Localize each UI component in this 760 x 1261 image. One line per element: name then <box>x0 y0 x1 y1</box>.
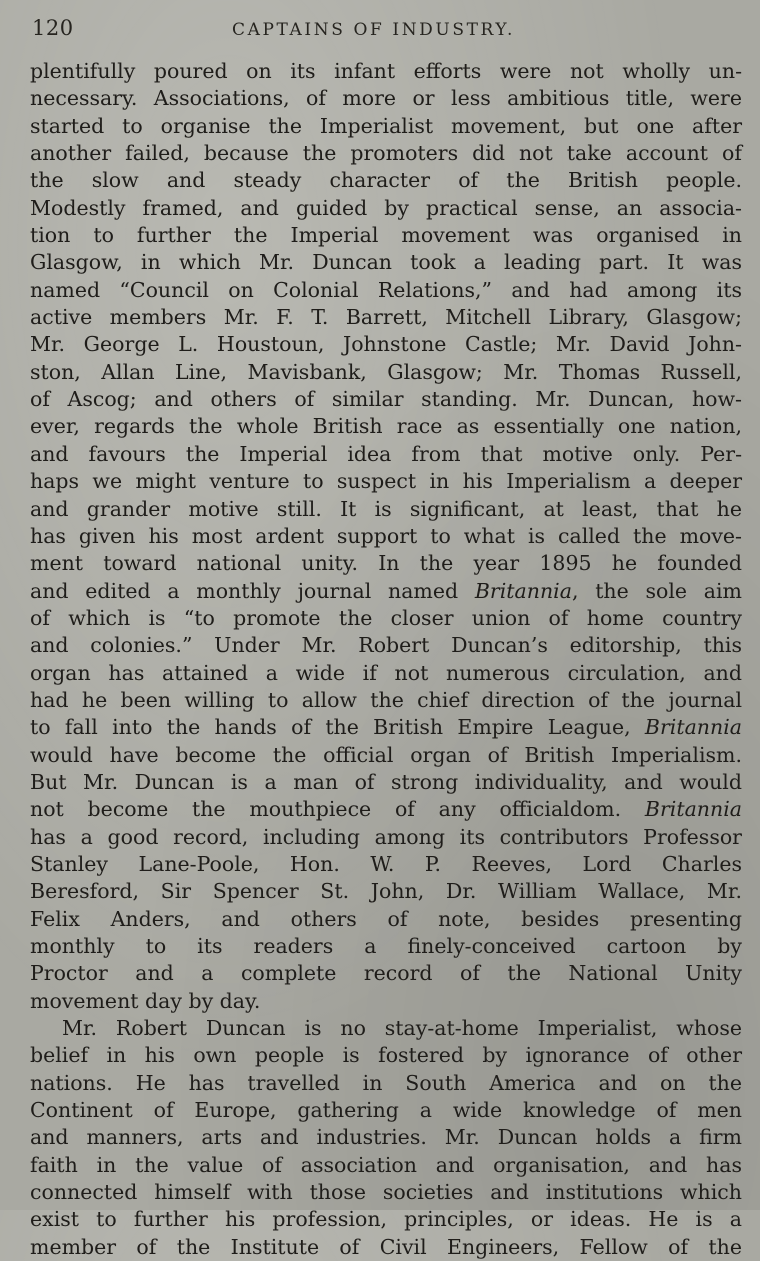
text-line <box>30 796 742 823</box>
text-line: necessary. Associations, of more or less ambitious title, were <box>30 86 742 111</box>
text-line: Mr. George L. Houstoun, Johnstone Castle; Mr. David John- <box>30 332 742 357</box>
text-line: faith in the value of association and organisation, and has <box>30 1152 742 1177</box>
text-line: started to organise the Imperialist movement, but one after <box>30 113 742 138</box>
text-line: and favours the Imperial idea from that motive only. Per- <box>30 441 742 466</box>
text-line: plentifully poured on its infant efforts were not wholly un- <box>30 59 742 83</box>
text-line <box>30 714 742 741</box>
running-head <box>32 6 752 46</box>
text-line: Continent of Europe, gathering a wide knowledge of men <box>30 1098 742 1123</box>
page-number: 120 <box>32 16 74 40</box>
text-segment: not become the mouthpiece of any officialdom. <box>30 797 645 822</box>
text-line: the slow and steady character of the British people. <box>30 168 742 193</box>
text-line: would have become the official organ of British Imperialism. <box>30 742 742 767</box>
text-line: movement day by day. <box>30 988 261 1013</box>
text-line: and grander motive still. It is significant, at least, that he <box>30 496 742 521</box>
text-line: Beresford, Sir Spencer St. John, Dr. William Wallace, Mr. <box>30 879 742 904</box>
text-line: But Mr. Duncan is a man of strong individuality, and would <box>30 769 742 794</box>
journal-title: Britannia <box>644 797 742 822</box>
text-line: ston, Allan Line, Mavisbank, Glasgow; Mr. Thomas Russell, <box>30 359 742 384</box>
text-line: Stanley Lane-Poole, Hon. W. P. Reeves, Lord Charles <box>30 851 742 876</box>
text-line: monthly to its readers a finely-conceived cartoon by <box>30 934 742 958</box>
text-line: ment toward national unity. In the year 1895 he founded <box>30 551 742 576</box>
running-title: CAPTAINS OF INDUSTRY. <box>232 20 516 40</box>
text-line: had he been willing to allow the chief direction of the journal <box>30 687 742 712</box>
text-line: member of the Institute of Civil Engineers, Fellow of the <box>30 1234 742 1259</box>
text-line: nations. He has travelled in South America and on the <box>30 1070 742 1095</box>
text-line: and colonies.” Under Mr. Robert Duncan’s editorship, this <box>30 633 742 658</box>
text-line: Felix Anders, and others of note, besides presenting <box>30 906 742 931</box>
text-segment: to fall into the hands of the British Empire League, <box>30 715 645 740</box>
text-segment: , the sole aim <box>571 578 742 603</box>
text-line: exist to further his profession, principles, or ideas. He is a <box>30 1207 742 1232</box>
text-line: another failed, because the promoters did not take account of <box>30 141 742 166</box>
text-line: haps we might venture to suspect in his Imperialism a deeper <box>30 469 742 494</box>
text-line: belief in his own people is fostered by ignorance of other <box>30 1043 742 1068</box>
text-line: Proctor and a complete record of the National Unity <box>30 961 742 986</box>
text-line: has a good record, including among its contributors Professor <box>30 824 742 849</box>
text-line: tion to further the Imperial movement was organised in <box>30 223 742 248</box>
text-line: organ has attained a wide if not numerous circulation, and <box>30 660 742 685</box>
text-line: and manners, arts and industries. Mr. Duncan holds a firm <box>30 1125 742 1150</box>
text-line: Modestly framed, and guided by practical sense, an associa- <box>30 195 742 220</box>
text-line: Glasgow, in which Mr. Duncan took a leading part. It was <box>30 250 742 275</box>
text-line: named “Council on Colonial Relations,” and had among its <box>30 277 742 302</box>
text-line: Mr. Robert Duncan is no stay-at-home Imperialist, whose <box>62 1016 742 1041</box>
text-line <box>30 578 742 605</box>
text-line: connected himself with those societies and institutions which <box>30 1180 742 1205</box>
text-line: active members Mr. F. T. Barrett, Mitchell Library, Glasgow; <box>30 305 742 330</box>
text-line: of Ascog; and others of similar standing. Mr. Duncan, how- <box>30 387 742 412</box>
journal-title: Britannia <box>644 715 742 740</box>
body-text <box>30 58 742 1261</box>
text-line: of which is “to promote the closer union of home country <box>30 605 742 630</box>
journal-title: Britannia <box>474 578 572 603</box>
text-line: ever, regards the whole British race as essentially one nation, <box>30 414 742 439</box>
text-line: has given his most ardent support to what is called the move- <box>30 523 742 548</box>
text-segment: and edited a monthly journal named <box>30 578 475 603</box>
